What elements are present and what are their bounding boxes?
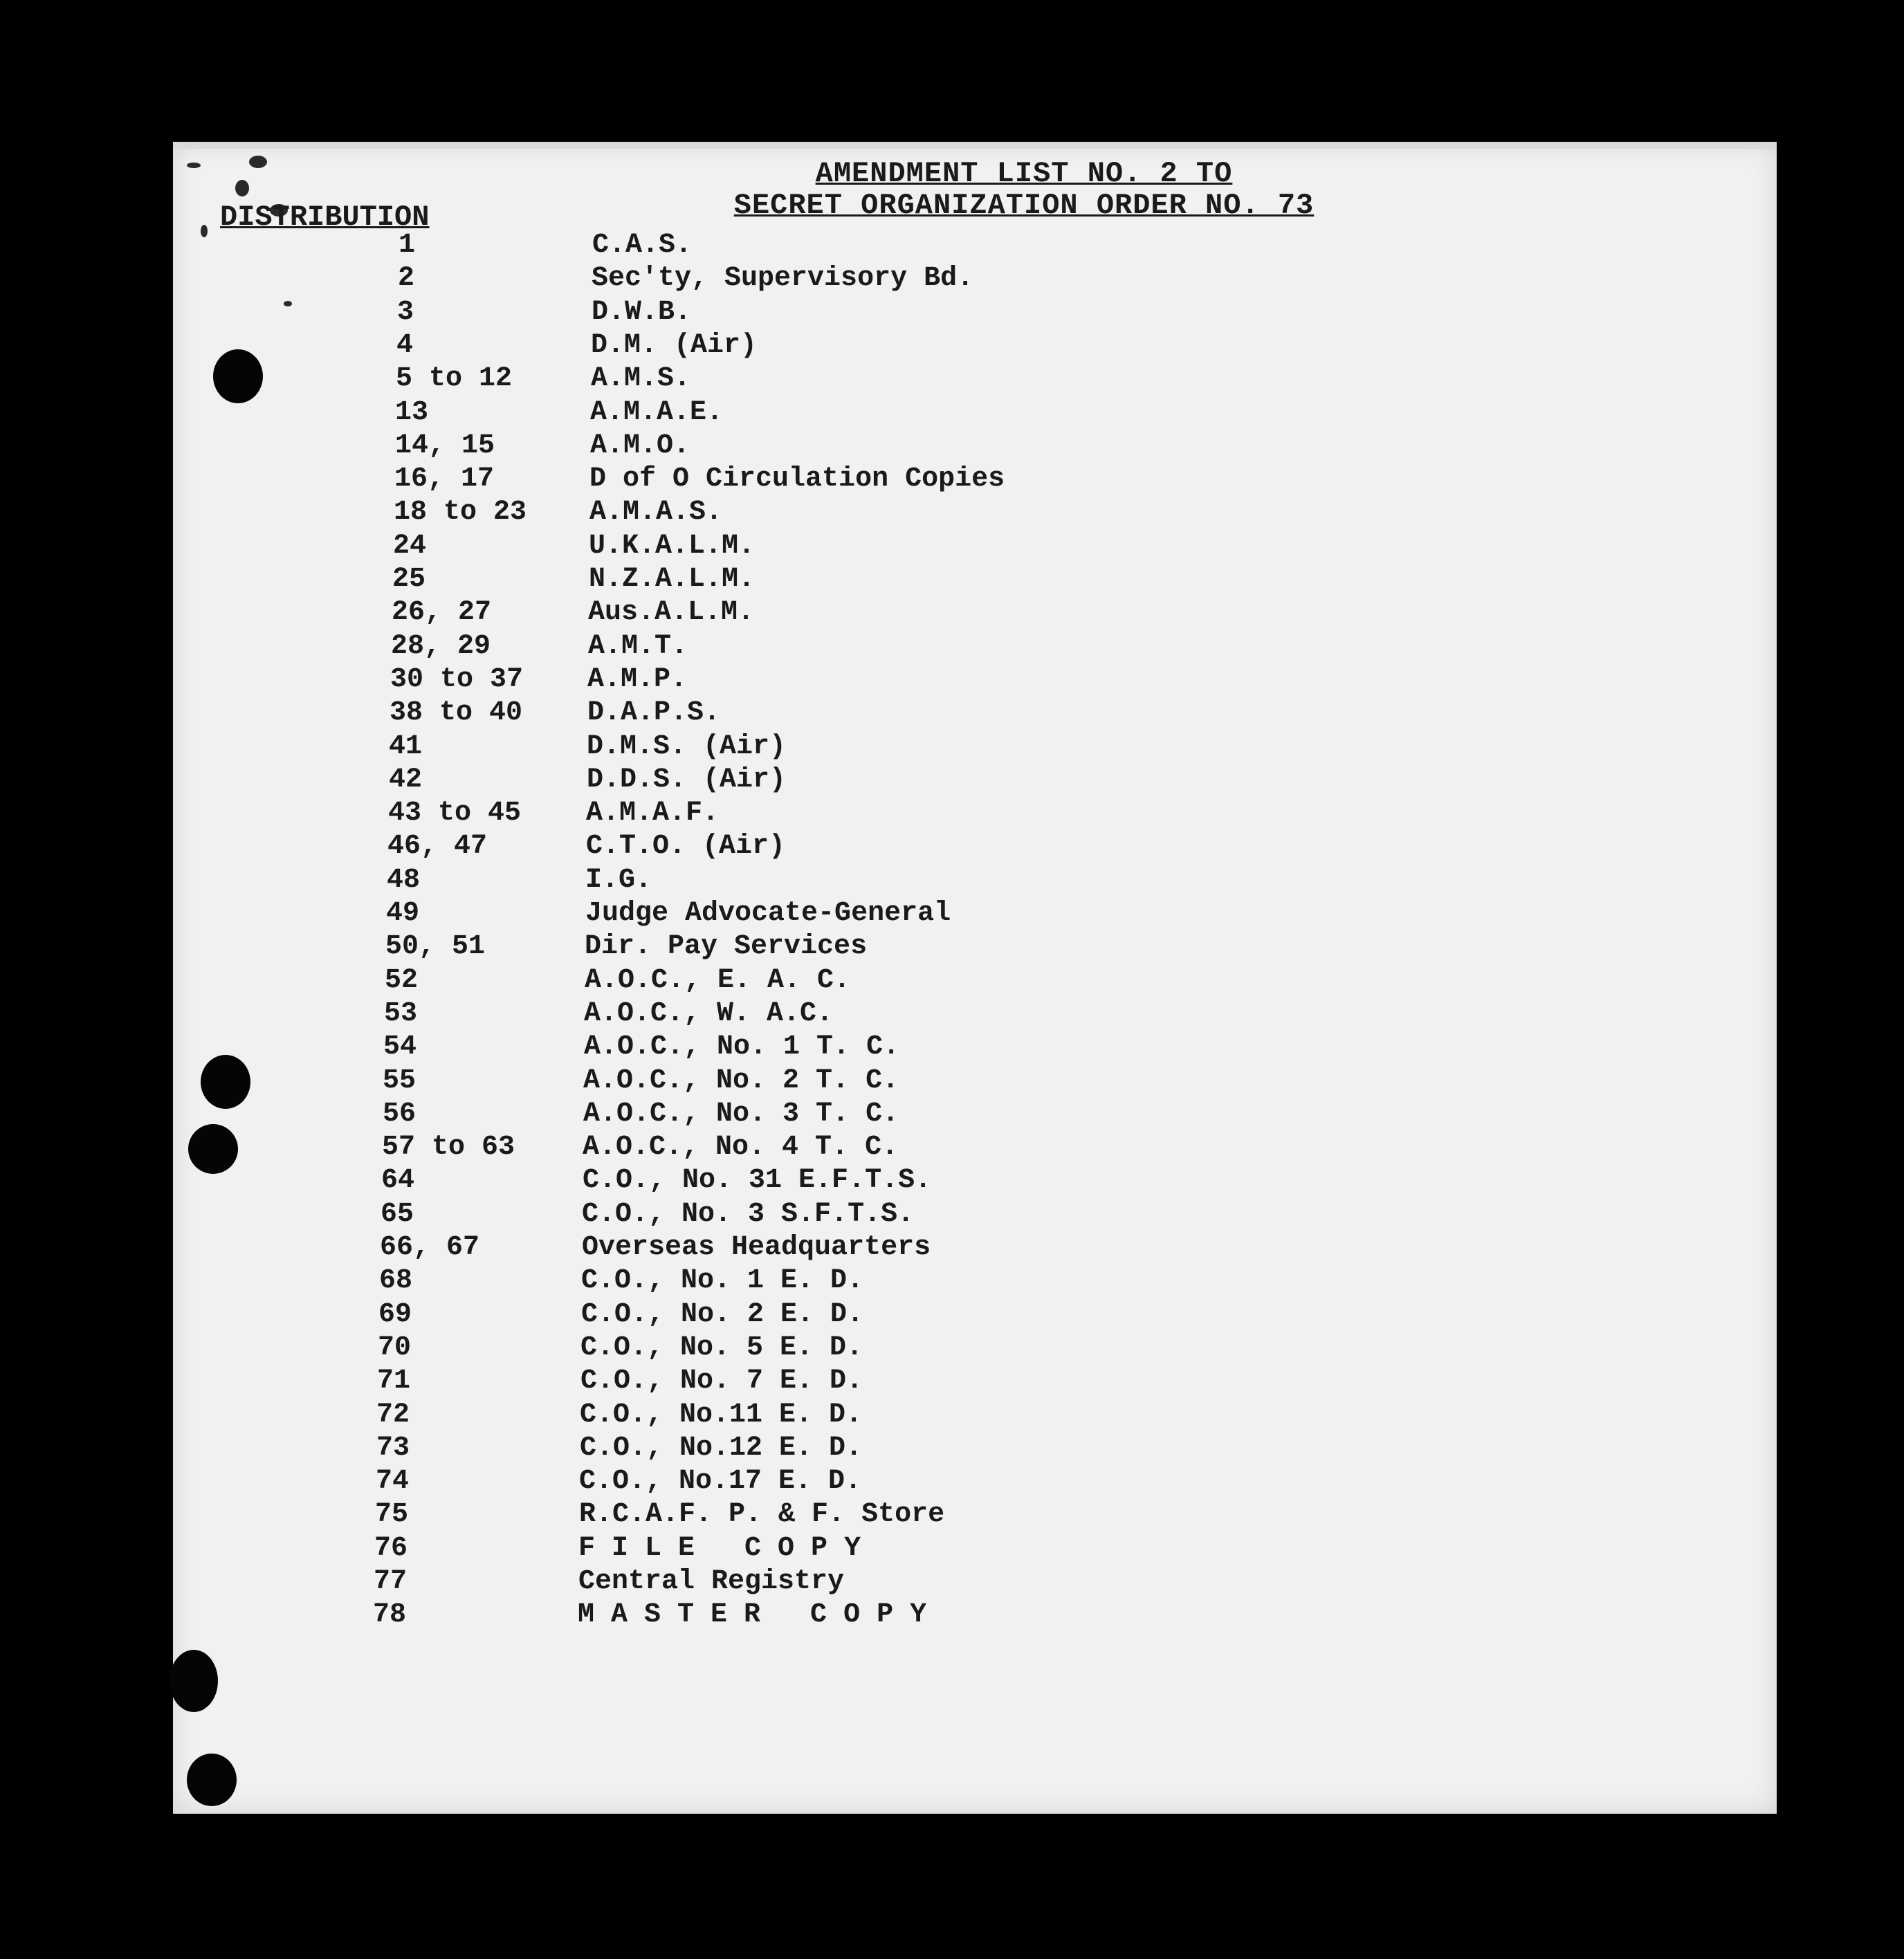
- addressee: Overseas Headquarters: [582, 1232, 931, 1263]
- addressee: Central Registry: [578, 1566, 845, 1597]
- distribution-row: [0, 1332, 1904, 1365]
- addressee: C.O., No. 7 E. D.: [580, 1365, 863, 1397]
- addressee: A.O.C., No. 1 T. C.: [584, 1031, 900, 1063]
- distribution-row: [0, 329, 1904, 362]
- distribution-row: [0, 997, 1904, 1031]
- addressee: C.O., No. 5 E. D.: [580, 1332, 863, 1363]
- addressee: C.O., No. 1 E. D.: [581, 1265, 864, 1297]
- addressee: Aus.A.L.M.: [588, 597, 755, 629]
- copy-numbers: 5 to 12: [396, 363, 513, 395]
- addressee: C.A.S.: [592, 230, 693, 261]
- ink-speck: [187, 163, 201, 168]
- distribution-row: [0, 1098, 1904, 1131]
- header-line-1: AMENDMENT LIST NO. 2 TO: [815, 157, 1233, 190]
- distribution-row: [0, 730, 1904, 764]
- distribution-row: [0, 1065, 1904, 1098]
- copy-numbers: 57 to 63: [382, 1132, 515, 1164]
- copy-numbers: 42: [389, 764, 423, 795]
- distribution-row: [0, 1298, 1904, 1332]
- distribution-row: [0, 630, 1904, 663]
- copy-numbers: 52: [385, 964, 419, 996]
- copy-numbers: 46, 47: [387, 831, 488, 863]
- header-line-2: SECRET ORGANIZATION ORDER NO. 73: [733, 189, 1315, 222]
- distribution-row: [0, 1131, 1904, 1164]
- copy-numbers: 65: [381, 1198, 414, 1230]
- copy-numbers: 70: [378, 1332, 412, 1363]
- distribution-row: [0, 1264, 1904, 1298]
- addressee: F I L E C O P Y: [578, 1532, 861, 1564]
- copy-numbers: 71: [377, 1365, 411, 1397]
- copy-numbers: 1: [399, 230, 416, 261]
- distribution-heading: DISTRIBUTION: [220, 201, 430, 234]
- distribution-row: [0, 1164, 1904, 1197]
- addressee: D.D.S. (Air): [587, 764, 787, 795]
- copy-numbers: 38 to 40: [390, 697, 523, 729]
- punch-hole: [170, 1650, 218, 1712]
- addressee: R.C.A.F. P. & F. Store: [579, 1499, 945, 1531]
- distribution-row: [0, 1532, 1904, 1565]
- distribution-row: [0, 596, 1904, 629]
- distribution-row: [0, 1231, 1904, 1264]
- copy-numbers: 76: [374, 1532, 408, 1564]
- copy-numbers: 49: [386, 898, 420, 929]
- addressee: A.M.O.: [590, 430, 690, 461]
- copy-numbers: 30 to 37: [390, 663, 524, 695]
- addressee: A.M.A.F.: [586, 798, 720, 829]
- addressee: A.M.A.E.: [590, 396, 724, 428]
- copy-numbers: 64: [381, 1165, 415, 1197]
- distribution-row: [0, 530, 1904, 563]
- copy-numbers: 56: [383, 1098, 416, 1130]
- copy-numbers: 54: [383, 1031, 417, 1063]
- addressee: I.G.: [585, 864, 652, 896]
- copy-numbers: 14, 15: [395, 430, 495, 461]
- addressee: C.O., No.12 E. D.: [580, 1432, 863, 1464]
- copy-numbers: 77: [374, 1566, 408, 1597]
- copy-numbers: 74: [376, 1466, 410, 1498]
- copy-numbers: 26, 27: [392, 597, 492, 629]
- distribution-row: [0, 1565, 1904, 1599]
- distribution-row: [0, 296, 1904, 329]
- copy-numbers: 41: [389, 730, 423, 762]
- addressee: C.O., No. 3 S.F.T.S.: [582, 1198, 915, 1230]
- distribution-row: [0, 1465, 1904, 1498]
- page-top-edge: [173, 142, 1777, 149]
- addressee: A.O.C., No. 4 T. C.: [583, 1132, 899, 1164]
- copy-numbers: 25: [392, 564, 426, 595]
- copy-numbers: 55: [383, 1065, 416, 1096]
- addressee: C.O., No. 2 E. D.: [581, 1298, 864, 1330]
- distribution-row: [0, 1498, 1904, 1532]
- addressee: Judge Advocate-General: [585, 898, 951, 929]
- addressee: C.O., No.11 E. D.: [580, 1399, 863, 1431]
- punch-hole: [187, 1754, 237, 1806]
- addressee: C.O., No. 31 E.F.T.S.: [583, 1165, 932, 1197]
- addressee: A.M.A.S.: [589, 497, 723, 528]
- distribution-row: [0, 463, 1904, 496]
- addressee: Dir. Pay Services: [585, 931, 868, 963]
- copy-numbers: 72: [376, 1399, 410, 1431]
- distribution-row: [0, 1432, 1904, 1465]
- copy-numbers: 16, 17: [394, 463, 495, 495]
- copy-numbers: 66, 67: [380, 1232, 480, 1263]
- copy-numbers: 68: [379, 1265, 413, 1297]
- copy-numbers: 43 to 45: [388, 798, 522, 829]
- copy-numbers: 3: [397, 296, 414, 328]
- ink-speck: [249, 156, 267, 168]
- distribution-row: [0, 697, 1904, 730]
- copy-numbers: 4: [396, 329, 414, 361]
- distribution-row: [0, 764, 1904, 797]
- distribution-row: [0, 1198, 1904, 1231]
- addressee: N.Z.A.L.M.: [589, 564, 756, 595]
- distribution-row: [0, 964, 1904, 997]
- copy-numbers: 78: [373, 1599, 407, 1631]
- copy-numbers: 2: [398, 263, 415, 295]
- addressee: A.O.C., No. 3 T. C.: [583, 1098, 899, 1130]
- copy-numbers: 28, 29: [391, 630, 491, 662]
- distribution-row: [0, 830, 1904, 863]
- distribution-row: [0, 1031, 1904, 1064]
- copy-numbers: 75: [375, 1499, 409, 1531]
- distribution-row: [0, 897, 1904, 930]
- distribution-row: [0, 563, 1904, 596]
- addressee: D.M. (Air): [591, 329, 758, 361]
- addressee: D.W.B.: [592, 296, 692, 328]
- addressee: C.O., No.17 E. D.: [579, 1466, 862, 1498]
- addressee: A.M.T.: [588, 630, 688, 662]
- addressee: M A S T E R C O P Y: [578, 1599, 927, 1631]
- addressee: D.M.S. (Air): [587, 730, 787, 762]
- distribution-row: [0, 797, 1904, 830]
- addressee: A.M.S.: [591, 363, 691, 395]
- distribution-row: [0, 229, 1904, 262]
- copy-numbers: 53: [384, 997, 418, 1029]
- distribution-row: [0, 1399, 1904, 1432]
- copy-numbers: 13: [395, 396, 429, 428]
- copy-numbers: 18 to 23: [394, 497, 527, 528]
- copy-numbers: 69: [378, 1298, 412, 1330]
- ink-speck: [235, 180, 249, 196]
- addressee: D.A.P.S.: [587, 697, 721, 729]
- distribution-row: [0, 396, 1904, 430]
- addressee: D of O Circulation Copies: [589, 463, 1005, 495]
- addressee: U.K.A.L.M.: [589, 530, 756, 562]
- copy-numbers: 73: [376, 1432, 410, 1464]
- copy-numbers: 24: [393, 530, 427, 562]
- distribution-row: [0, 1599, 1904, 1632]
- copy-numbers: 50, 51: [385, 931, 486, 963]
- distribution-row: [0, 430, 1904, 463]
- addressee: Sec'ty, Supervisory Bd.: [592, 263, 974, 295]
- copy-numbers: 48: [387, 864, 421, 896]
- addressee: A.O.C., E. A. C.: [585, 964, 851, 996]
- addressee: A.O.C., W. A.C.: [584, 997, 834, 1029]
- distribution-row: [0, 1365, 1904, 1398]
- distribution-row: [0, 663, 1904, 697]
- distribution-row: [0, 930, 1904, 964]
- addressee: C.T.O. (Air): [586, 831, 786, 863]
- distribution-row: [0, 262, 1904, 295]
- document-header: [726, 158, 1321, 221]
- addressee: A.M.P.: [587, 663, 688, 695]
- distribution-row: [0, 496, 1904, 529]
- distribution-row: [0, 864, 1904, 897]
- addressee: A.O.C., No. 2 T. C.: [583, 1065, 899, 1096]
- distribution-row: [0, 362, 1904, 396]
